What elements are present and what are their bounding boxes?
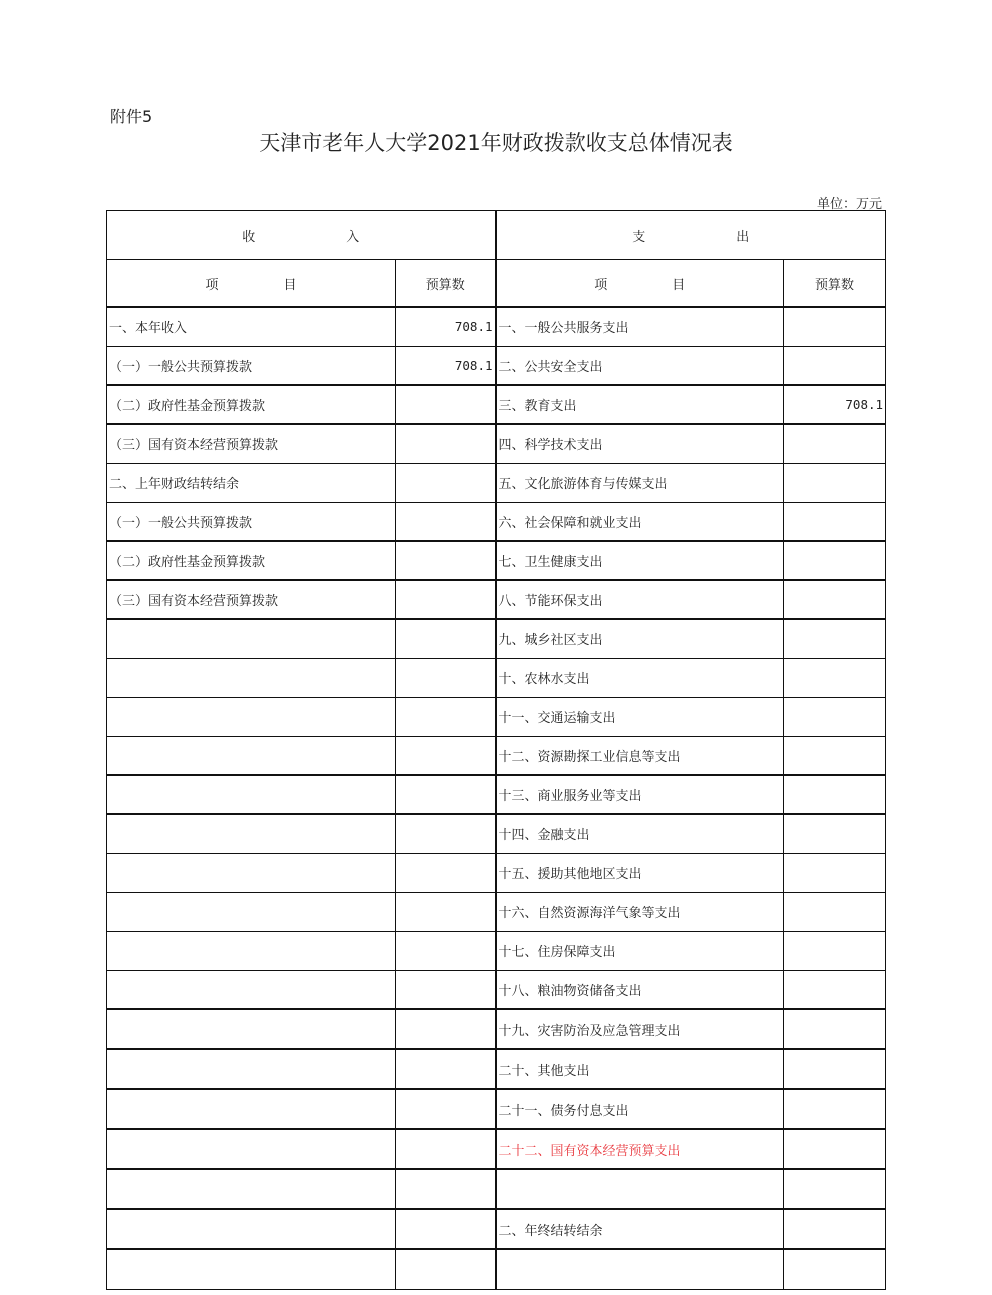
unit-label: 单位：万元 xyxy=(816,197,882,212)
income-item-cell: （一）一般公共预算拨款 xyxy=(107,502,396,541)
budget-table xyxy=(106,210,886,1290)
expense-value-cell xyxy=(784,502,886,541)
income-item-cell: （一）一般公共预算拨款 xyxy=(107,346,396,385)
expense-item-cell xyxy=(496,1249,784,1289)
income-item-cell xyxy=(107,1049,396,1089)
expense-item-cell: 十四、金融支出 xyxy=(496,814,784,853)
expense-value-cell xyxy=(784,463,886,502)
expense-value-cell xyxy=(784,931,886,970)
expense-section-header: 支 出 xyxy=(496,211,886,260)
income-item-cell xyxy=(107,1249,396,1289)
expense-value-cell xyxy=(784,541,886,580)
income-value-cell xyxy=(396,775,496,814)
expense-value-cell xyxy=(784,736,886,775)
expense-item-header: 项 目 xyxy=(496,260,784,308)
expense-value-cell xyxy=(784,970,886,1009)
table-row xyxy=(107,814,886,853)
table-row xyxy=(107,346,886,385)
income-value-cell xyxy=(396,385,496,424)
expense-item-cell: 六、社会保障和就业支出 xyxy=(496,502,784,541)
table-row xyxy=(107,463,886,502)
expense-value-cell xyxy=(784,346,886,385)
table-row xyxy=(107,502,886,541)
expense-value-cell xyxy=(784,892,886,931)
income-item-cell xyxy=(107,1009,396,1049)
expense-value-cell xyxy=(784,619,886,658)
expense-value-cell xyxy=(784,1009,886,1049)
table-row xyxy=(107,1049,886,1089)
income-item-cell xyxy=(107,1209,396,1249)
expense-item-cell: 十六、自然资源海洋气象等支出 xyxy=(496,892,784,931)
income-value-cell xyxy=(396,580,496,619)
expense-item-cell: 三、教育支出 xyxy=(496,385,784,424)
income-item-cell xyxy=(107,736,396,775)
table-row xyxy=(107,697,886,736)
income-value-cell xyxy=(396,853,496,892)
income-item-cell xyxy=(107,892,396,931)
expense-item-cell: 七、卫生健康支出 xyxy=(496,541,784,580)
table-row xyxy=(107,892,886,931)
table-row xyxy=(107,1209,886,1249)
expense-item-cell: 十八、粮油物资储备支出 xyxy=(496,970,784,1009)
expense-item-cell: 九、城乡社区支出 xyxy=(496,619,784,658)
income-item-cell xyxy=(107,853,396,892)
table-row xyxy=(107,853,886,892)
expense-value-cell xyxy=(784,1209,886,1249)
expense-value-cell xyxy=(784,1089,886,1129)
income-item-cell xyxy=(107,1129,396,1169)
page-title: 天津市老年人大学2021年财政拨款收支总体情况表 xyxy=(259,131,733,155)
table-row xyxy=(107,736,886,775)
expense-item-cell: 四、科学技术支出 xyxy=(496,424,784,463)
income-item-cell xyxy=(107,658,396,697)
table-row xyxy=(107,424,886,463)
expense-value-cell xyxy=(784,658,886,697)
expense-item-cell: 十九、灾害防治及应急管理支出 xyxy=(496,1009,784,1049)
table-row xyxy=(107,619,886,658)
expense-item-cell: 二十二、国有资本经营预算支出 xyxy=(496,1129,784,1169)
income-item-cell: （三）国有资本经营预算拨款 xyxy=(107,580,396,619)
income-value-cell xyxy=(396,502,496,541)
income-value-cell xyxy=(396,814,496,853)
expense-budget-header: 预算数 xyxy=(784,260,886,308)
expense-item-cell: 二十、其他支出 xyxy=(496,1049,784,1089)
expense-item-cell xyxy=(496,1169,784,1209)
table-row xyxy=(107,1129,886,1169)
income-item-cell: （二）政府性基金预算拨款 xyxy=(107,385,396,424)
expense-value-cell xyxy=(784,814,886,853)
income-value-cell xyxy=(396,424,496,463)
table-row xyxy=(107,775,886,814)
income-section-header: 收 入 xyxy=(107,211,496,260)
income-value-cell xyxy=(396,1249,496,1289)
expense-value-cell xyxy=(784,1129,886,1169)
income-value-cell: 708.1 xyxy=(396,346,496,385)
income-value-cell xyxy=(396,970,496,1009)
income-value-cell xyxy=(396,1089,496,1129)
income-value-cell xyxy=(396,892,496,931)
income-value-cell xyxy=(396,658,496,697)
table-row xyxy=(107,931,886,970)
income-item-cell: （三）国有资本经营预算拨款 xyxy=(107,424,396,463)
expense-value-cell: 708.1 xyxy=(784,385,886,424)
income-value-cell xyxy=(396,619,496,658)
expense-item-cell: 十三、商业服务业等支出 xyxy=(496,775,784,814)
income-item-cell xyxy=(107,970,396,1009)
expense-item-cell: 八、节能环保支出 xyxy=(496,580,784,619)
income-item-cell: （二）政府性基金预算拨款 xyxy=(107,541,396,580)
income-item-cell xyxy=(107,814,396,853)
income-value-cell xyxy=(396,1209,496,1249)
income-budget-header: 预算数 xyxy=(396,260,496,308)
income-item-cell xyxy=(107,697,396,736)
income-value-cell xyxy=(396,541,496,580)
attachment-label: 附件5 xyxy=(110,107,153,126)
expense-value-cell xyxy=(784,1249,886,1289)
income-item-cell xyxy=(107,1089,396,1129)
income-value-cell xyxy=(396,1009,496,1049)
table-row xyxy=(107,970,886,1009)
income-value-cell xyxy=(396,463,496,502)
table-row xyxy=(107,658,886,697)
income-item-cell: 一、本年收入 xyxy=(107,307,396,346)
table-row xyxy=(107,385,886,424)
expense-value-cell xyxy=(784,775,886,814)
expense-item-cell: 二十一、债务付息支出 xyxy=(496,1089,784,1129)
income-item-cell xyxy=(107,775,396,814)
expense-value-cell xyxy=(784,853,886,892)
expense-item-cell: 五、文化旅游体育与传媒支出 xyxy=(496,463,784,502)
income-value-cell xyxy=(396,697,496,736)
expense-item-cell: 十五、援助其他地区支出 xyxy=(496,853,784,892)
income-value-cell xyxy=(396,1129,496,1169)
expense-item-cell: 十二、资源勘探工业信息等支出 xyxy=(496,736,784,775)
table-row xyxy=(107,1169,886,1209)
table-row xyxy=(107,1009,886,1049)
expense-value-cell xyxy=(784,697,886,736)
expense-item-cell: 一、一般公共服务支出 xyxy=(496,307,784,346)
income-item-cell: 二、上年财政结转结余 xyxy=(107,463,396,502)
expense-item-cell: 十一、交通运输支出 xyxy=(496,697,784,736)
expense-item-cell: 二、公共安全支出 xyxy=(496,346,784,385)
income-value-cell: 708.1 xyxy=(396,307,496,346)
expense-item-cell: 十、农林水支出 xyxy=(496,658,784,697)
expense-value-cell xyxy=(784,580,886,619)
income-item-cell xyxy=(107,1169,396,1209)
income-value-cell xyxy=(396,736,496,775)
expense-item-cell: 十七、住房保障支出 xyxy=(496,931,784,970)
income-value-cell xyxy=(396,931,496,970)
expense-item-cell: 二、年终结转结余 xyxy=(496,1209,784,1249)
income-item-cell xyxy=(107,619,396,658)
table-row xyxy=(107,580,886,619)
expense-value-cell xyxy=(784,424,886,463)
income-item-header: 项 目 xyxy=(107,260,396,308)
income-value-cell xyxy=(396,1049,496,1089)
income-value-cell xyxy=(396,1169,496,1209)
expense-value-cell xyxy=(784,1169,886,1209)
expense-value-cell xyxy=(784,307,886,346)
table-row xyxy=(107,1089,886,1129)
income-item-cell xyxy=(107,931,396,970)
table-row xyxy=(107,541,886,580)
table-row xyxy=(107,1249,886,1289)
table-row xyxy=(107,307,886,346)
expense-value-cell xyxy=(784,1049,886,1089)
